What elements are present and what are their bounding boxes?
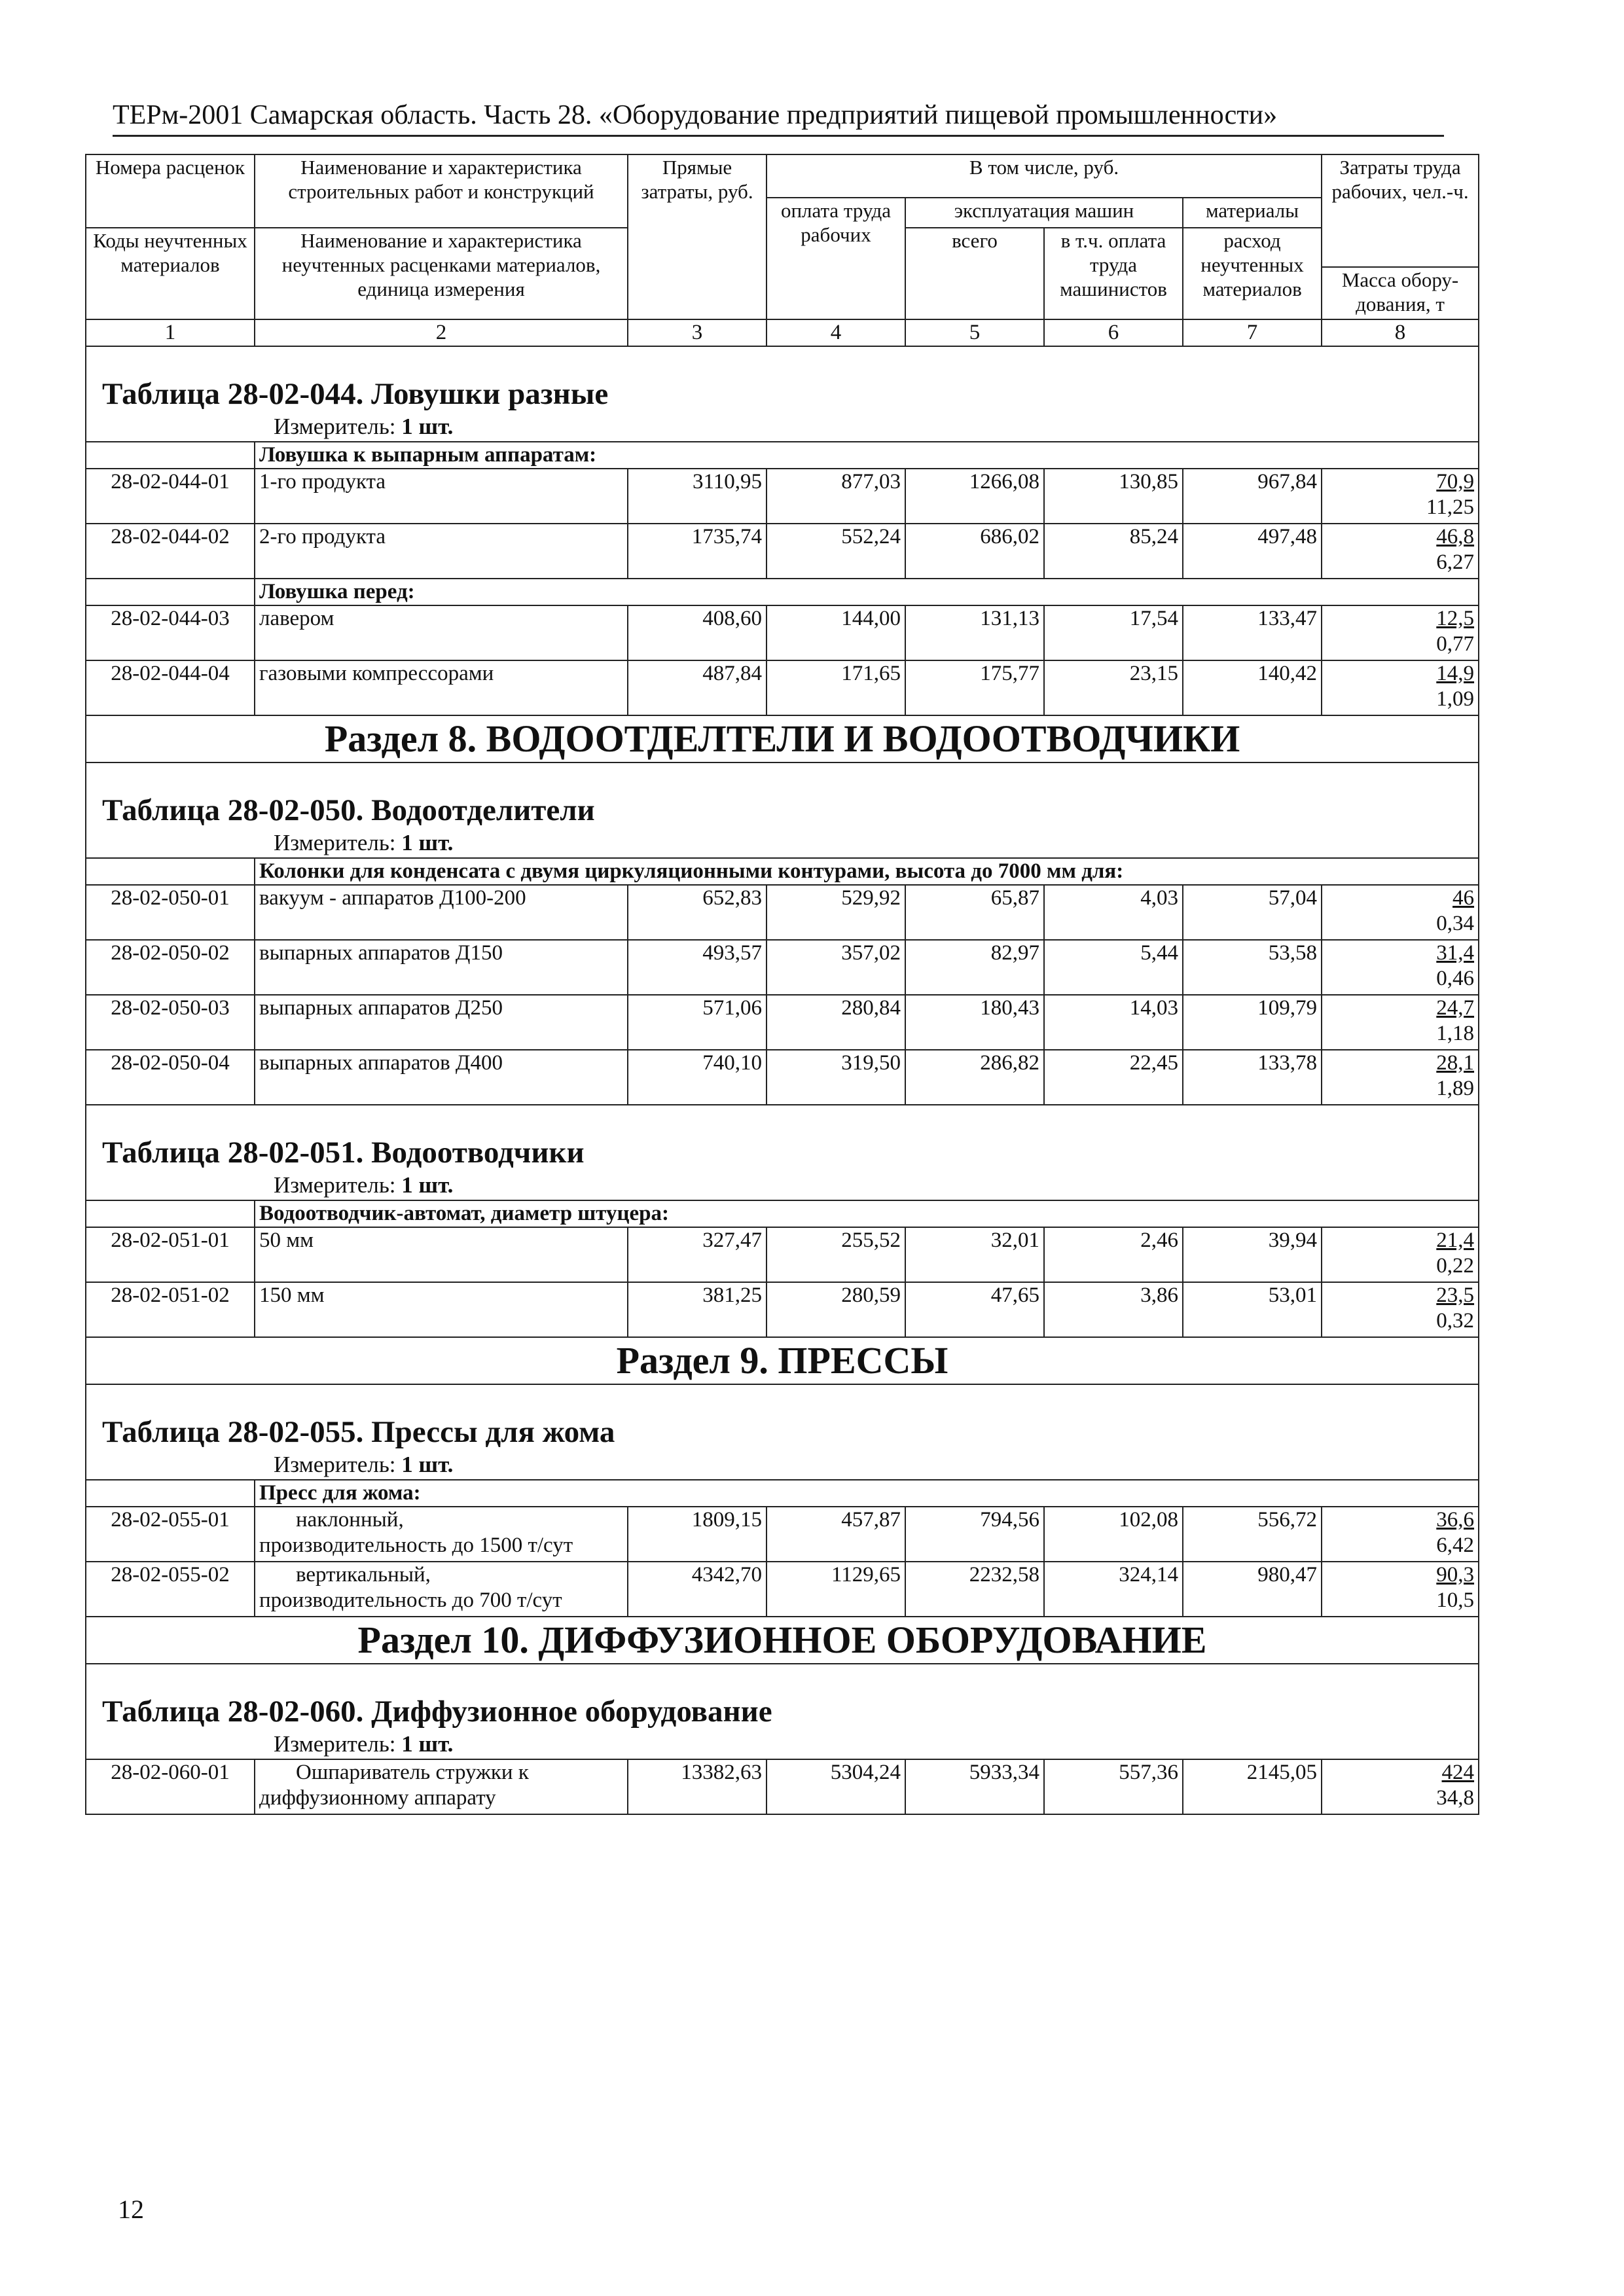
equipment-mass: 0,32 xyxy=(1436,1309,1475,1333)
section-heading: Раздел 10. ДИФФУЗИОННОЕ ОБОРУДОВАНИЕ xyxy=(86,1617,1479,1664)
labor-hours: 12,5 xyxy=(1436,607,1475,630)
col3-header: Прямые затраты, руб. xyxy=(628,154,767,319)
direct-cost: 13382,63 xyxy=(628,1759,767,1814)
group-label: Ловушка к выпарным аппаратам: xyxy=(255,442,1479,469)
material-cost: 980,47 xyxy=(1183,1562,1322,1617)
equipment-mass: 6,27 xyxy=(1436,550,1475,574)
unit-line xyxy=(90,1450,1474,1479)
direct-cost: 381,25 xyxy=(628,1282,767,1337)
page-header: ТЕРм-2001 Самарская область. Часть 28. «Оборудование предприятий пищевой промышленности» xyxy=(113,98,1444,137)
direct-cost: 493,57 xyxy=(628,940,767,995)
rate-code: 28-02-050-01 xyxy=(86,885,255,940)
rate-name-line1: 1-го продукта xyxy=(259,470,386,493)
column-number: 1 xyxy=(86,319,255,346)
labor-mass-cell xyxy=(1322,885,1479,940)
equipment-mass: 1,09 xyxy=(1436,687,1475,711)
material-cost: 133,47 xyxy=(1183,605,1322,660)
col7-header: расход неучтенных материалов xyxy=(1183,228,1322,319)
group-row xyxy=(86,858,1479,885)
rate-name-line1: Ошпариватель стружки к xyxy=(296,1761,529,1784)
section-heading-row xyxy=(86,1617,1479,1664)
machine-cost: 5933,34 xyxy=(905,1759,1044,1814)
labor-cost: 255,52 xyxy=(767,1227,905,1282)
machine-cost: 1266,08 xyxy=(905,469,1044,524)
section-heading: Раздел 9. ПРЕССЫ xyxy=(86,1337,1479,1384)
table-caption-row xyxy=(86,1384,1479,1480)
material-cost: 57,04 xyxy=(1183,885,1322,940)
table-title: Таблица 28-02-044. Ловушки разные xyxy=(102,377,609,411)
rate-name xyxy=(255,605,628,660)
machine-cost: 47,65 xyxy=(905,1282,1044,1337)
machines-header: эксплуатация машин xyxy=(905,198,1183,228)
equipment-mass: 0,46 xyxy=(1436,967,1475,990)
rate-name-line2: производительность до 700 т/сут xyxy=(259,1588,562,1612)
machinist-cost: 130,85 xyxy=(1044,469,1183,524)
labor-mass-cell xyxy=(1322,940,1479,995)
labor-hours: 14,9 xyxy=(1436,662,1475,685)
material-cost: 133,78 xyxy=(1183,1050,1322,1105)
group-label: Пресс для жома: xyxy=(255,1480,1479,1507)
machinist-cost: 5,44 xyxy=(1044,940,1183,995)
machine-cost: 2232,58 xyxy=(905,1562,1044,1617)
labor-cost: 457,87 xyxy=(767,1507,905,1562)
table-title: Таблица 28-02-055. Прессы для жома xyxy=(102,1415,615,1449)
material-cost: 497,48 xyxy=(1183,524,1322,579)
labor-mass-cell xyxy=(1322,1050,1479,1105)
column-number: 2 xyxy=(255,319,628,346)
machinist-cost: 23,15 xyxy=(1044,660,1183,715)
table-caption xyxy=(86,1384,1479,1480)
labor-hours: 28,1 xyxy=(1436,1051,1475,1075)
unit-line xyxy=(90,1730,1474,1759)
unit-line xyxy=(90,412,1474,441)
direct-cost: 408,60 xyxy=(628,605,767,660)
rate-name-line1: 2-го продукта xyxy=(259,525,386,548)
direct-cost: 571,06 xyxy=(628,995,767,1050)
labor-hours: 21,4 xyxy=(1436,1229,1475,1252)
group-label: Водоотводчик-автомат, диаметр штуцера: xyxy=(255,1200,1479,1227)
rate-name-line1: выпарных аппаратов Д400 xyxy=(259,1051,503,1075)
col8-header-top: Затраты труда рабочих, чел.-ч. xyxy=(1322,154,1479,267)
column-number: 7 xyxy=(1183,319,1322,346)
table-row xyxy=(86,1227,1479,1282)
rate-name xyxy=(255,1050,628,1105)
labor-cost: 1129,65 xyxy=(767,1562,905,1617)
unit-value: 1 шт. xyxy=(401,1731,454,1757)
col2-header-bottom: Наименование и характеристика неучтенных расценками материалов, единица измерения xyxy=(255,228,628,319)
unit-label: Измеритель: xyxy=(274,1452,396,1477)
col1-header-bottom: Коды неучтенных материалов xyxy=(86,228,255,319)
labor-hours: 46 xyxy=(1453,886,1475,910)
direct-cost: 487,84 xyxy=(628,660,767,715)
rates-table xyxy=(85,154,1479,1815)
table-row xyxy=(86,1759,1479,1814)
materials-header: материалы xyxy=(1183,198,1322,228)
group-spacer xyxy=(86,579,255,605)
rate-name xyxy=(255,1759,628,1814)
material-cost: 2145,05 xyxy=(1183,1759,1322,1814)
unit-line xyxy=(90,829,1474,857)
rate-code: 28-02-055-01 xyxy=(86,1507,255,1562)
table-row xyxy=(86,1507,1479,1562)
machine-cost: 131,13 xyxy=(905,605,1044,660)
material-cost: 140,42 xyxy=(1183,660,1322,715)
rate-code: 28-02-060-01 xyxy=(86,1759,255,1814)
column-number: 3 xyxy=(628,319,767,346)
material-cost: 109,79 xyxy=(1183,995,1322,1050)
labor-cost: 171,65 xyxy=(767,660,905,715)
machinist-cost: 3,86 xyxy=(1044,1282,1183,1337)
labor-mass-cell xyxy=(1322,524,1479,579)
machine-cost: 686,02 xyxy=(905,524,1044,579)
direct-cost: 652,83 xyxy=(628,885,767,940)
rate-code: 28-02-044-02 xyxy=(86,524,255,579)
rate-name xyxy=(255,995,628,1050)
group-row xyxy=(86,579,1479,605)
rate-name xyxy=(255,1282,628,1337)
labor-cost: 280,84 xyxy=(767,995,905,1050)
unit-value: 1 шт. xyxy=(401,830,454,855)
rate-name xyxy=(255,885,628,940)
equipment-mass: 0,34 xyxy=(1436,912,1475,935)
machinist-cost: 14,03 xyxy=(1044,995,1183,1050)
group-spacer xyxy=(86,1200,255,1227)
unit-label: Измеритель: xyxy=(274,1172,396,1198)
equipment-mass: 1,18 xyxy=(1436,1022,1475,1045)
table-row xyxy=(86,469,1479,524)
equipment-mass: 10,5 xyxy=(1436,1588,1475,1612)
machine-cost: 82,97 xyxy=(905,940,1044,995)
machinist-cost: 22,45 xyxy=(1044,1050,1183,1105)
machine-cost: 286,82 xyxy=(905,1050,1044,1105)
labor-cost: 144,00 xyxy=(767,605,905,660)
column-number: 5 xyxy=(905,319,1044,346)
labor-hours: 31,4 xyxy=(1436,941,1475,965)
col8-header-bottom: Масса обору-дования, т xyxy=(1322,267,1479,319)
section-heading-row xyxy=(86,1337,1479,1384)
labor-cost: 319,50 xyxy=(767,1050,905,1105)
group-spacer xyxy=(86,858,255,885)
material-cost: 967,84 xyxy=(1183,469,1322,524)
column-number: 4 xyxy=(767,319,905,346)
machinist-cost: 324,14 xyxy=(1044,1562,1183,1617)
machinist-cost: 85,24 xyxy=(1044,524,1183,579)
machinist-cost: 102,08 xyxy=(1044,1507,1183,1562)
included-header: В том числе, руб. xyxy=(767,154,1322,198)
rate-name-line1: выпарных аппаратов Д150 xyxy=(259,941,503,965)
rate-name-line1: выпарных аппаратов Д250 xyxy=(259,996,503,1020)
labor-hours: 424 xyxy=(1441,1761,1475,1784)
direct-cost: 740,10 xyxy=(628,1050,767,1105)
column-number: 6 xyxy=(1044,319,1183,346)
rate-name xyxy=(255,1227,628,1282)
rate-name-line2: диффузионному аппарату xyxy=(259,1786,496,1810)
table-caption-row xyxy=(86,346,1479,442)
table-title: Таблица 28-02-050. Водоотделители xyxy=(102,793,595,827)
equipment-mass: 34,8 xyxy=(1436,1786,1475,1810)
page-number: 12 xyxy=(118,2195,144,2224)
labor-hours: 90,3 xyxy=(1436,1563,1475,1587)
rate-name xyxy=(255,940,628,995)
material-cost: 53,58 xyxy=(1183,940,1322,995)
labor-mass-cell xyxy=(1322,469,1479,524)
machine-cost: 180,43 xyxy=(905,995,1044,1050)
table-caption xyxy=(86,346,1479,442)
group-row xyxy=(86,442,1479,469)
col1-header-top: Номера расценок xyxy=(86,154,255,228)
section-heading: Раздел 8. ВОДООТДЕЛТЕЛИ И ВОДООТВОДЧИКИ xyxy=(86,715,1479,762)
table-title: Таблица 28-02-060. Диффузионное оборудование xyxy=(102,1695,772,1729)
equipment-mass: 11,25 xyxy=(1426,495,1475,519)
group-spacer xyxy=(86,442,255,469)
equipment-mass: 1,89 xyxy=(1436,1077,1475,1100)
rate-code: 28-02-055-02 xyxy=(86,1562,255,1617)
table-row xyxy=(86,940,1479,995)
rate-name xyxy=(255,660,628,715)
group-label: Колонки для конденсата с двумя циркуляционными контурами, высота до 7000 мм для: xyxy=(255,858,1479,885)
machinist-cost: 2,46 xyxy=(1044,1227,1183,1282)
rate-code: 28-02-050-02 xyxy=(86,940,255,995)
table-row xyxy=(86,1282,1479,1337)
labor-hours: 23,5 xyxy=(1436,1283,1475,1307)
direct-cost: 3110,95 xyxy=(628,469,767,524)
labor-cost: 357,02 xyxy=(767,940,905,995)
unit-label: Измеритель: xyxy=(274,414,396,439)
labor-cost: 552,24 xyxy=(767,524,905,579)
rate-name-line1: вертикальный, xyxy=(296,1563,431,1587)
machine-cost: 175,77 xyxy=(905,660,1044,715)
unit-value: 1 шт. xyxy=(401,414,454,439)
table-caption-row xyxy=(86,762,1479,858)
group-row xyxy=(86,1480,1479,1507)
column-number: 8 xyxy=(1322,319,1479,346)
rate-name-line1: лавером xyxy=(259,607,334,630)
rate-name-line2: производительность до 1500 т/сут xyxy=(259,1534,573,1557)
machine-cost: 32,01 xyxy=(905,1227,1044,1282)
unit-line xyxy=(90,1171,1474,1200)
rate-code: 28-02-050-03 xyxy=(86,995,255,1050)
rate-name xyxy=(255,469,628,524)
rate-name xyxy=(255,1507,628,1562)
equipment-mass: 6,42 xyxy=(1436,1534,1475,1557)
table-caption xyxy=(86,1105,1479,1200)
material-cost: 39,94 xyxy=(1183,1227,1322,1282)
machine-cost: 65,87 xyxy=(905,885,1044,940)
rate-name-line1: вакуум - аппаратов Д100-200 xyxy=(259,886,526,910)
machinist-cost: 4,03 xyxy=(1044,885,1183,940)
labor-mass-cell xyxy=(1322,1507,1479,1562)
labor-cost: 280,59 xyxy=(767,1282,905,1337)
group-spacer xyxy=(86,1480,255,1507)
direct-cost: 327,47 xyxy=(628,1227,767,1282)
labor-mass-cell xyxy=(1322,605,1479,660)
table-title: Таблица 28-02-051. Водоотводчики xyxy=(102,1136,585,1170)
group-label: Ловушка перед: xyxy=(255,579,1479,605)
col2-header-top: Наименование и характеристика строительных работ и конструкций xyxy=(255,154,628,228)
unit-value: 1 шт. xyxy=(401,1452,454,1477)
rate-code: 28-02-044-04 xyxy=(86,660,255,715)
material-cost: 53,01 xyxy=(1183,1282,1322,1337)
group-row xyxy=(86,1200,1479,1227)
labor-mass-cell xyxy=(1322,1562,1479,1617)
rate-code: 28-02-044-03 xyxy=(86,605,255,660)
table-row xyxy=(86,1562,1479,1617)
table-caption-row xyxy=(86,1664,1479,1759)
machine-cost: 794,56 xyxy=(905,1507,1044,1562)
table-caption-row xyxy=(86,1105,1479,1200)
labor-hours: 24,7 xyxy=(1436,996,1475,1020)
labor-mass-cell xyxy=(1322,1759,1479,1814)
table-row xyxy=(86,995,1479,1050)
rate-code: 28-02-051-01 xyxy=(86,1227,255,1282)
labor-mass-cell xyxy=(1322,1282,1479,1337)
unit-value: 1 шт. xyxy=(401,1172,454,1198)
table-row xyxy=(86,885,1479,940)
labor-mass-cell xyxy=(1322,995,1479,1050)
direct-cost: 4342,70 xyxy=(628,1562,767,1617)
labor-cost: 877,03 xyxy=(767,469,905,524)
labor-mass-cell xyxy=(1322,660,1479,715)
labor-cost: 5304,24 xyxy=(767,1759,905,1814)
table-row xyxy=(86,660,1479,715)
machinist-cost: 557,36 xyxy=(1044,1759,1183,1814)
equipment-mass: 0,77 xyxy=(1436,632,1475,656)
rate-name-line1: наклонный, xyxy=(296,1508,404,1532)
table-row xyxy=(86,605,1479,660)
table-caption xyxy=(86,762,1479,858)
col6-header: в т.ч. оплата труда машинистов xyxy=(1044,228,1183,319)
direct-cost: 1735,74 xyxy=(628,524,767,579)
col5-header: всего xyxy=(905,228,1044,319)
table-caption xyxy=(86,1664,1479,1759)
rate-code: 28-02-044-01 xyxy=(86,469,255,524)
rate-code: 28-02-050-04 xyxy=(86,1050,255,1105)
column-numbers-row xyxy=(86,319,1479,346)
labor-hours: 36,6 xyxy=(1436,1508,1475,1532)
rate-name-line1: 150 мм xyxy=(259,1283,325,1307)
equipment-mass: 0,22 xyxy=(1436,1254,1475,1278)
labor-cost: 529,92 xyxy=(767,885,905,940)
material-cost: 556,72 xyxy=(1183,1507,1322,1562)
table-row xyxy=(86,524,1479,579)
labor-hours: 46,8 xyxy=(1436,525,1475,548)
rate-name xyxy=(255,1562,628,1617)
rate-code: 28-02-051-02 xyxy=(86,1282,255,1337)
unit-label: Измеритель: xyxy=(274,830,396,855)
rate-name xyxy=(255,524,628,579)
labor-hours: 70,9 xyxy=(1436,470,1475,493)
section-heading-row xyxy=(86,715,1479,762)
col4-header: оплата труда рабочих xyxy=(767,198,905,319)
direct-cost: 1809,15 xyxy=(628,1507,767,1562)
machinist-cost: 17,54 xyxy=(1044,605,1183,660)
rate-name-line1: 50 мм xyxy=(259,1229,314,1252)
table-row xyxy=(86,1050,1479,1105)
rate-name-line1: газовыми компрессорами xyxy=(259,662,494,685)
labor-mass-cell xyxy=(1322,1227,1479,1282)
unit-label: Измеритель: xyxy=(274,1731,396,1757)
